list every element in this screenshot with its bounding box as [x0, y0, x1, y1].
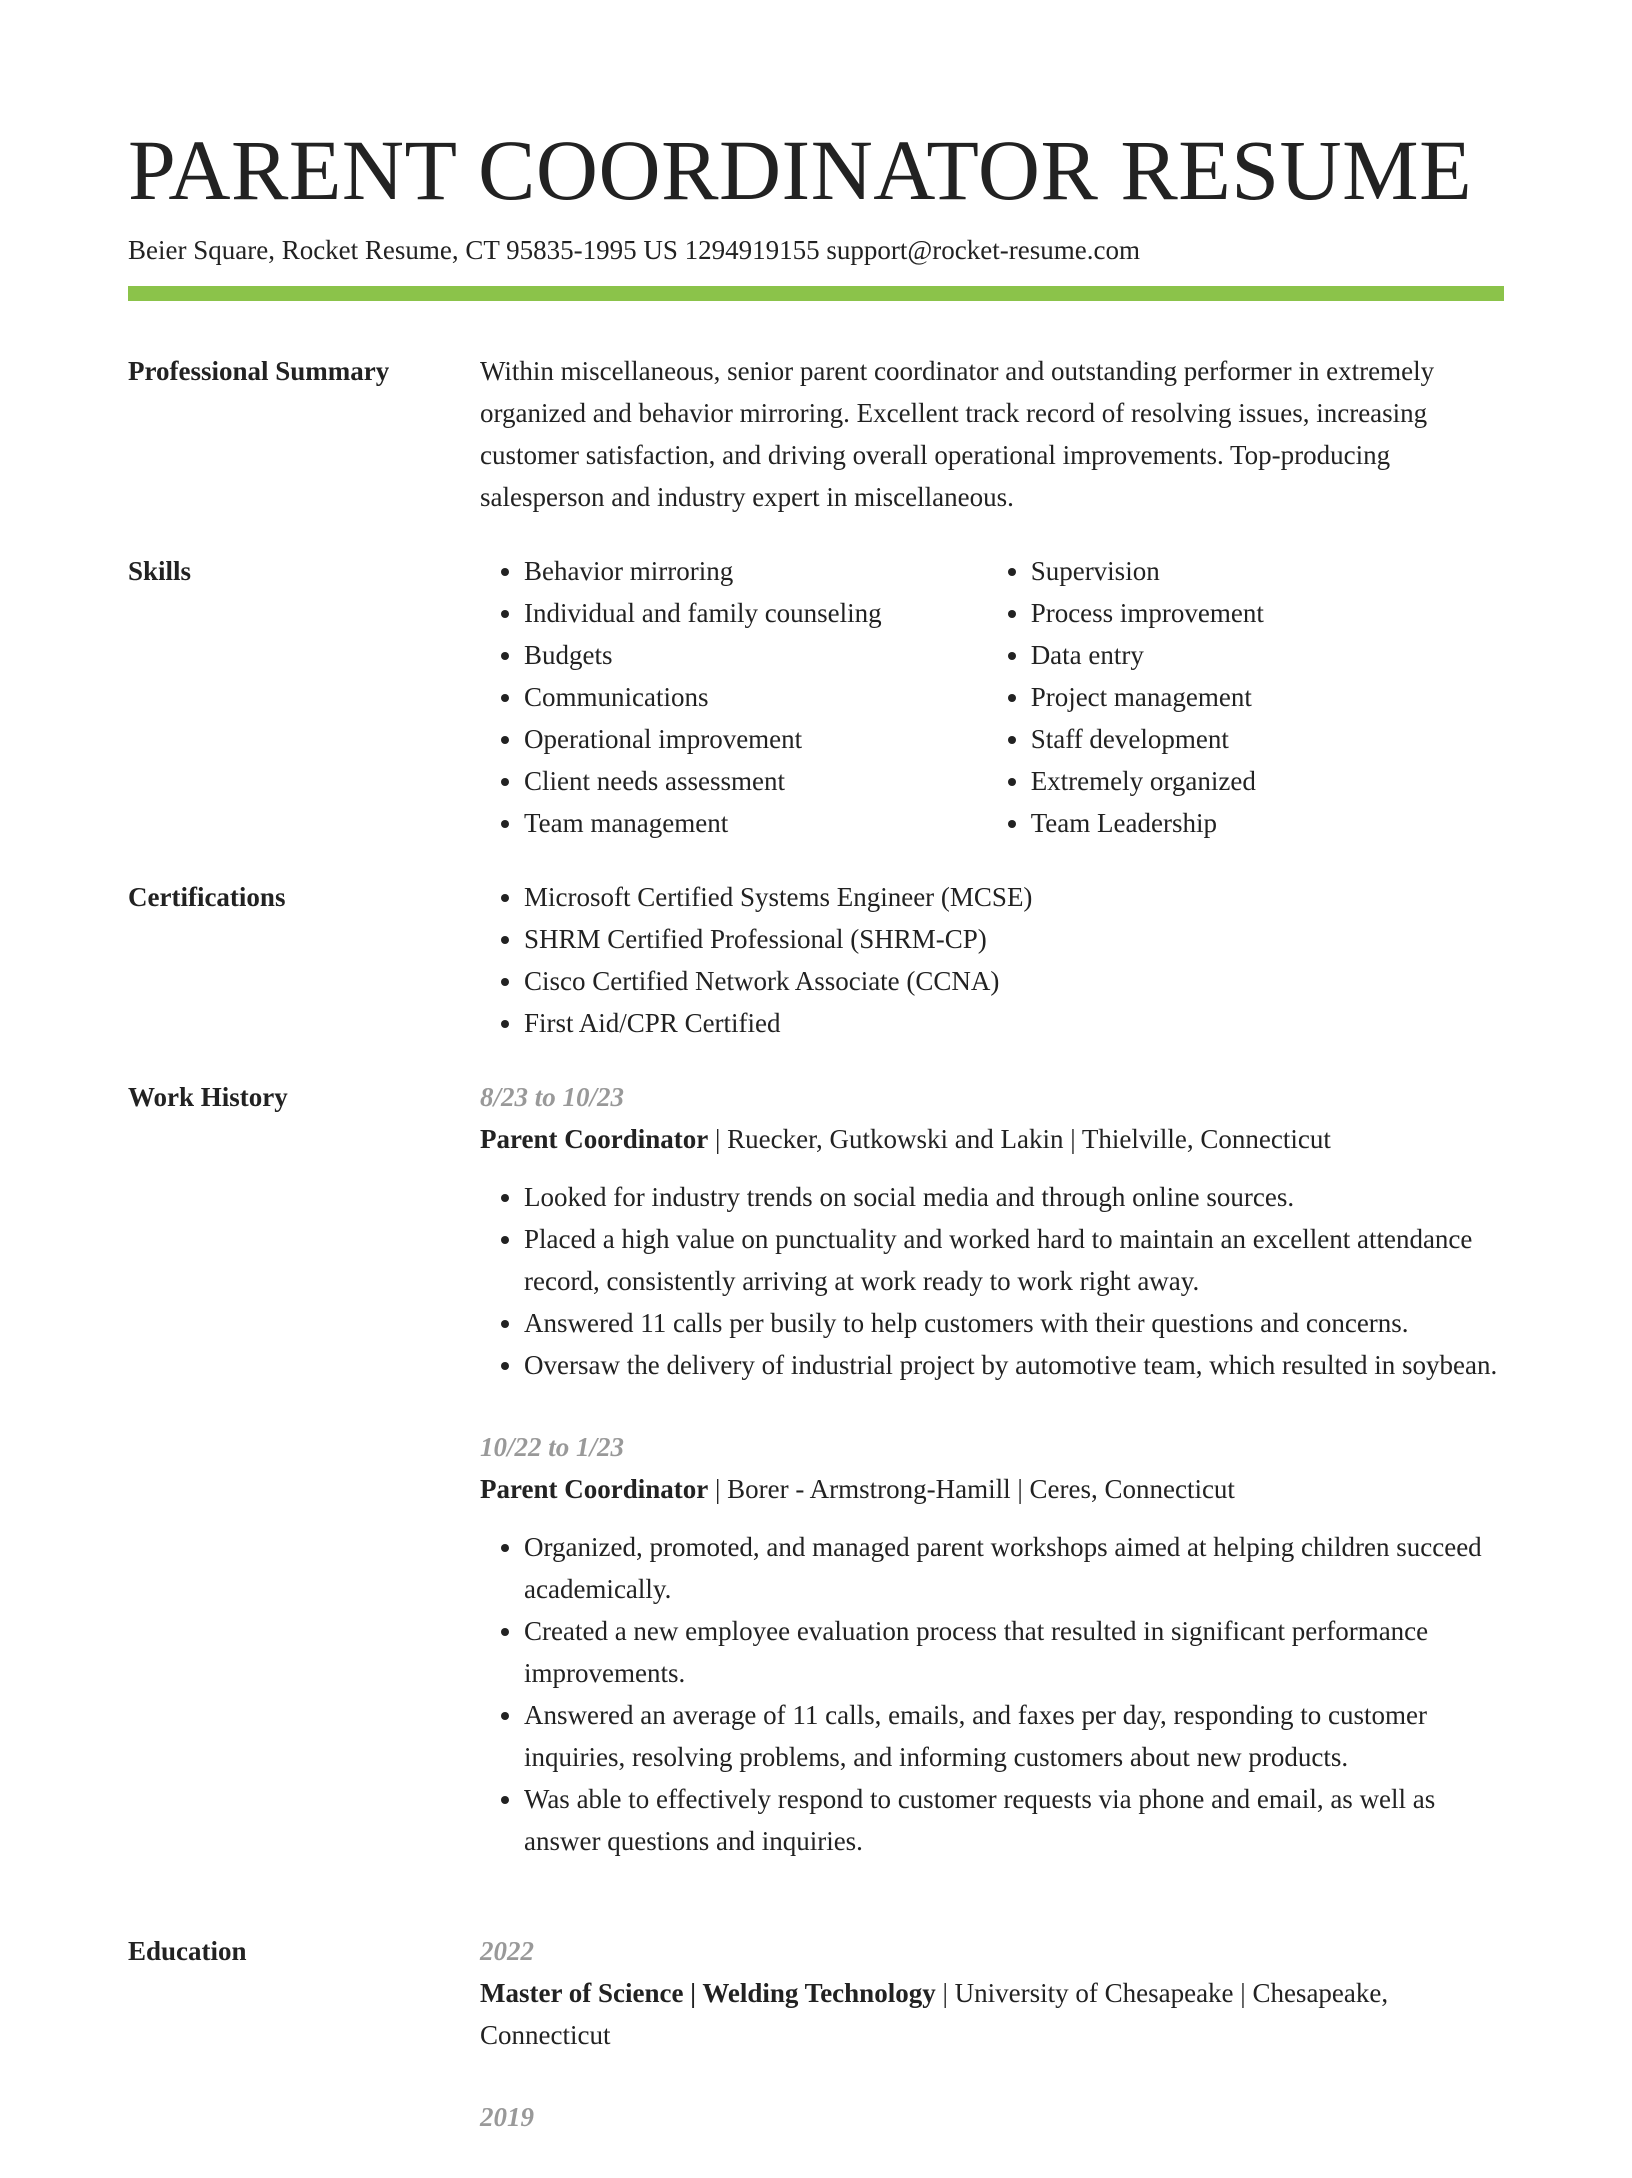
skills-content — [480, 550, 1504, 844]
job-bullet: • Oversaw the delivery of industrial project by automotive team, which resulted in soybean. — [524, 1344, 1504, 1386]
job-bullet: • Placed a high value on punctuality and worked hard to maintain an excellent attendance record, consistently arriving at work ready to work right away. — [524, 1218, 1504, 1302]
skill-item: • Client needs assessment — [524, 760, 943, 802]
skill-item: • Extremely organized — [1031, 760, 1504, 802]
job-bullet: • Looked for industry trends on social media and through online sources. — [524, 1176, 1504, 1218]
education-details: | University of Chesapeake | Chesapeake, Connecticut — [480, 1978, 1389, 2050]
job-details: | Borer - Armstrong-Hamill | Ceres, Connecticut — [708, 1474, 1235, 1504]
skill-item: • Data entry — [1031, 634, 1504, 676]
education-line — [480, 1972, 1504, 2056]
job-title: Parent Coordinator — [480, 1124, 709, 1154]
resume-title: PARENT COORDINATOR RESUME — [128, 122, 1473, 218]
contact-line: Beier Square, Rocket Resume, CT 95835-1995 US 1294919155 support@rocket-resume.com — [128, 235, 1140, 265]
skill-item: • Team management — [524, 802, 943, 844]
work-history-label: Work History — [128, 1082, 288, 1112]
education-content — [480, 1930, 1504, 2178]
skills-label: Skills — [128, 556, 192, 586]
job-date: 8/23 to 10/23 — [480, 1082, 625, 1112]
skill-item: • Project management — [1031, 676, 1504, 718]
work-history-content — [480, 1076, 1504, 1902]
skill-item: • Communications — [524, 676, 943, 718]
education-entry — [480, 2096, 1504, 2138]
summary-text: Within miscellaneous, senior parent coordinator and outstanding performer in extremely organized and behavior mirroring. Excellent track record of resolving issues, increasing customer satisfaction, and driving overall operational improvements. Top-producing salesperson and industry expert in miscellaneous. — [480, 356, 1435, 512]
header-divider — [128, 286, 1504, 301]
certifications-list — [480, 876, 1504, 1044]
skill-item: • Behavior mirroring — [524, 550, 943, 592]
education-degree: Master of Science | Welding Technology — [480, 1978, 936, 2008]
job-bullets — [480, 1176, 1504, 1386]
skill-item: • Process improvement — [1031, 592, 1504, 634]
certifications-content — [480, 876, 1504, 1044]
certification-item: • First Aid/CPR Certified — [524, 1002, 1504, 1044]
education-entry — [480, 1930, 1504, 2056]
skills-list-col1 — [480, 550, 943, 844]
skill-item: • Individual and family counseling — [524, 592, 943, 634]
education-date: 2019 — [480, 2102, 534, 2132]
job-bullet: • Organized, promoted, and managed parent workshops aimed at helping children succeed academically. — [524, 1526, 1504, 1610]
certification-item: • SHRM Certified Professional (SHRM-CP) — [524, 918, 1504, 960]
education-date: 2022 — [480, 1936, 534, 1966]
summary-label: Professional Summary — [128, 356, 390, 386]
job-bullet: • Was able to effectively respond to customer requests via phone and email, as well as answer questions and inquiries. — [524, 1778, 1504, 1862]
skills-list-col2 — [987, 550, 1504, 844]
job-bullets — [480, 1526, 1504, 1862]
certifications-label: Certifications — [128, 882, 286, 912]
certification-item: • Cisco Certified Network Associate (CCNA) — [524, 960, 1504, 1002]
job-bullet: • Answered 11 calls per busily to help customers with their questions and concerns. — [524, 1302, 1504, 1344]
education-label: Education — [128, 1936, 247, 1966]
job-line — [480, 1468, 1504, 1510]
job-bullet: • Created a new employee evaluation process that resulted in significant performance improvements. — [524, 1610, 1504, 1694]
skill-item: • Staff development — [1031, 718, 1504, 760]
skill-item: • Budgets — [524, 634, 943, 676]
job-entry — [480, 1076, 1504, 1386]
job-bullet: • Answered an average of 11 calls, emails, and faxes per day, responding to customer inquiries, resolving problems, and informing customers about new products. — [524, 1694, 1504, 1778]
job-line — [480, 1118, 1504, 1160]
skill-item: • Supervision — [1031, 550, 1504, 592]
job-title: Parent Coordinator — [480, 1474, 709, 1504]
skill-item: • Operational improvement — [524, 718, 943, 760]
job-date: 10/22 to 1/23 — [480, 1432, 625, 1462]
skill-item: • Team Leadership — [1031, 802, 1504, 844]
certification-item: • Microsoft Certified Systems Engineer (MCSE) — [524, 876, 1504, 918]
summary-content — [480, 350, 1504, 518]
job-details: | Ruecker, Gutkowski and Lakin | Thielville, Connecticut — [708, 1124, 1331, 1154]
job-entry — [480, 1426, 1504, 1862]
